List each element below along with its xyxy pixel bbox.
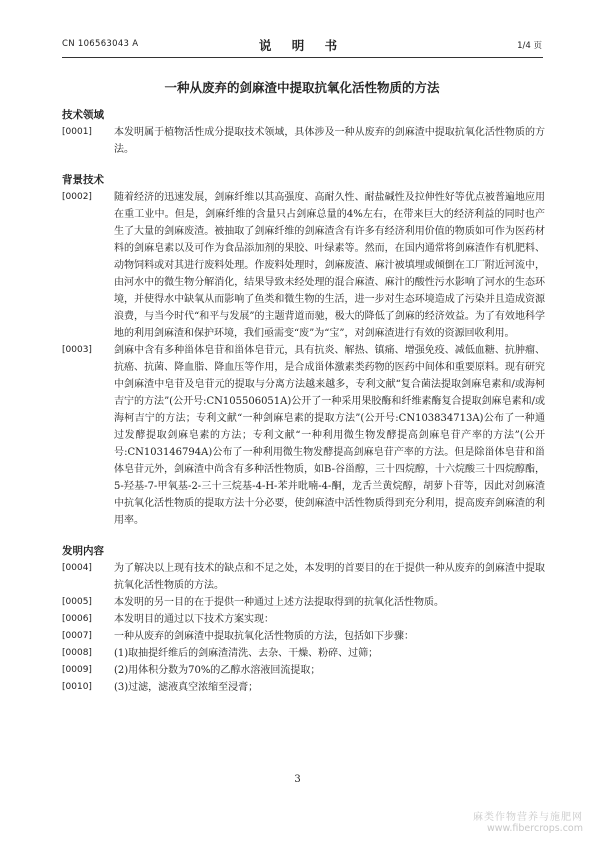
paragraph-number: [0001] <box>62 127 92 137</box>
paragraph-number: [0010] <box>62 682 92 692</box>
paragraph-0002 <box>62 189 545 342</box>
paragraph-number: [0004] <box>62 563 92 573</box>
patent-title: 一种从废弃的剑麻渣中提取抗氧化活性物质的方法 <box>164 80 440 95</box>
paragraph-number: [0002] <box>62 192 92 202</box>
paragraph-0006 <box>62 611 545 628</box>
paragraph-number: [0005] <box>62 597 92 607</box>
paragraph-text: 剑麻中含有多种甾体皂苷和甾体皂苷元，具有抗炎、解热、镇痛、增强免疫、减低血糖、抗肿瘤、抗癌、抗菌、降血脂、降血压等作用，是合成甾体激素类药物的医药中间体和重要原料。现有研究中剑麻渣中皂苷及皂苷元的提取与分离方法越来越多，专利文献“复合菌法提取剑麻皂素和/或海柯吉宁的方法”(公开号:CN105506051A)公开了一种采用果胶酶和纤维素酶复合提取剑麻皂素和/或海柯吉宁的方法；专利文献“一种剑麻皂素的提取方法”(公开号:CN103834713A)公布了一种通过发酵提取剑麻皂素的方法；专利文献“一种利用微生物发酵提高剑麻皂苷产率的方法”(公开号:CN103146794A)公布了一种利用微生物发酵提高剑麻皂苷产率的方法。但是除甾体皂苷和甾体皂苷元外，剑麻渣中尚含有多种活性物质，如B-谷甾醇，三十四烷醇，十六烷酸三十四烷醇酯，5-羟基-7-甲氧基-2-三十三烷基-4-H-苯并吡喃-4-酮，龙舌兰黄烷醇，胡萝卜苷等，因此对剑麻渣中抗氧化活性物质的提取方法十分必要，使剑麻渣中活性物质得到充分利用，提高废弃剑麻渣的利用率。 <box>114 345 545 526</box>
paragraph-text: 一种从废弃的剑麻渣中提取抗氧化活性物质的方法，包括如下步骤： <box>114 631 414 642</box>
paragraph-0010 <box>62 679 545 696</box>
paragraph-0005 <box>62 594 545 611</box>
paragraph-number: [0003] <box>62 345 92 355</box>
page-number: 3 <box>294 774 301 785</box>
page-counter: 1/4 页 <box>517 41 542 51</box>
paragraph-0008 <box>62 645 545 662</box>
paragraph-0009 <box>62 662 545 679</box>
section-heading-technical-field: 技术领域 <box>62 109 104 121</box>
paragraph-text: 本发明的另一目的在于提供一种通过上述方法提取得到的抗氧化活性物质。 <box>114 597 444 608</box>
paragraph-text: (3)过滤，滤液真空浓缩至浸膏； <box>114 682 259 693</box>
header-rule <box>62 57 543 58</box>
paragraph-0004 <box>62 560 545 594</box>
paragraph-text: 本发明目的通过以下技术方案实现： <box>114 614 274 625</box>
watermark <box>473 808 583 834</box>
paragraph-number: [0007] <box>62 631 92 641</box>
paragraph-number: [0008] <box>62 648 92 658</box>
section-heading-summary: 发明内容 <box>62 545 104 557</box>
paragraph-0001 <box>62 124 545 158</box>
description-body <box>62 107 545 696</box>
watermark-url: www.fibercrops.com <box>486 823 583 834</box>
paragraph-number: [0006] <box>62 614 92 624</box>
publication-number: CN 106563043 A <box>62 39 139 49</box>
paragraph-text: 随着经济的迅速发展，剑麻纤维以其高强度、高耐久性、耐盐碱性及拉伸性好等优点被普遍地应用在重工业中。但是，剑麻纤维的含量只占剑麻总量的4%左右，在带来巨大的经济利益的同时也产生了大量的剑麻废渣。被抽取了剑麻纤维的剑麻渣含有许多有经济利用价值的物质如可作为医药材料的剑麻皂素以及可作为食品添加剂的果胶、叶绿素等。然而，在国内通常将剑麻渣作有机肥料、动物饲料或对其进行废料处理。作废料处理时，剑麻废渣、麻汁被填埋或倾倒在工厂附近河流中，由河水中的微生物分解消化，结果导致未经处理的混合麻渣、麻汁的酸性污水影响了河水的生态环境，并使得水中缺氧从而影响了鱼类和微生物的生活，进一步对生态环境造成了污染并且造成资源浪费，与当今时代“和平与发展”的主题背道而驰，极大的降低了剑麻的经济效益。为了有效地科学地的利用剑麻渣和保护环境，我们亟需变“废”为“宝”，对剑麻渣进行有效的资源回收利用。 <box>114 192 545 339</box>
paragraph-text: (2)用体积分数为70%的乙醇水溶液回流提取； <box>114 665 321 676</box>
paragraph-text: 本发明属于植物活性成分提取技术领域，具体涉及一种从废弃的剑麻渣中提取抗氧化活性物质的方法。 <box>114 127 545 155</box>
paragraph-0007 <box>62 628 545 645</box>
paragraph-text: 为了解决以上现有技术的缺点和不足之处，本发明的首要目的在于提供一种从废弃的剑麻渣中提取抗氧化活性物质的方法。 <box>114 563 545 591</box>
page-header <box>62 36 542 54</box>
document-type: 说 明 书 <box>258 38 346 53</box>
paragraph-0003 <box>62 342 545 529</box>
paragraph-number: [0009] <box>62 665 92 675</box>
section-heading-background: 背景技术 <box>62 174 104 186</box>
paragraph-text: (1)取抽提纤维后的剑麻渣清洗、去杂、干燥、粉碎、过筛； <box>114 648 379 659</box>
watermark-site-name: 麻类作物营养与施肥网 <box>473 812 583 823</box>
